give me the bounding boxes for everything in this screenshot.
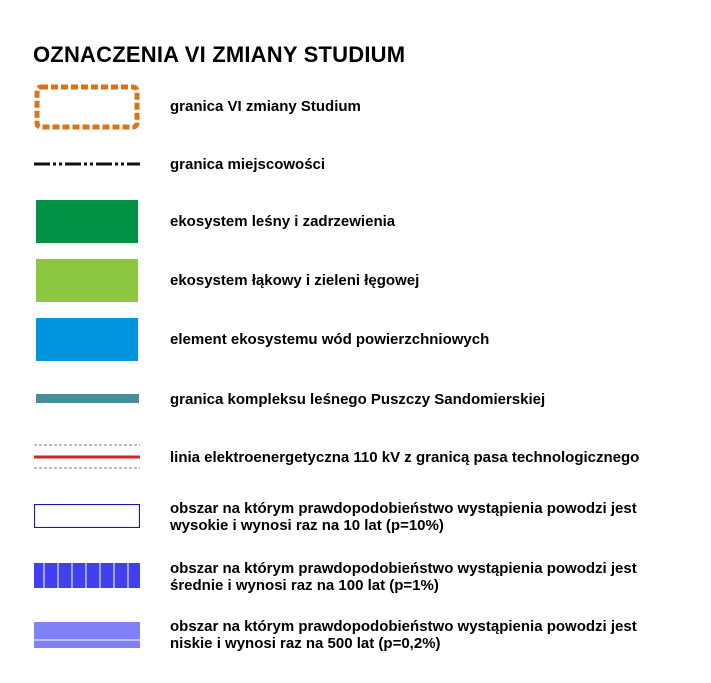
legend-label: element ekosystemu wód powierzchniowych [170,331,490,348]
legend-item-flood-low [0,618,711,654]
flood-low-symbol [34,622,140,648]
locality-boundary-symbol [34,155,140,175]
legend-item-forest-ecosystem [0,200,711,244]
legend-label: granica VI zmiany Studium [170,98,361,115]
legend-label-line1: obszar na którym prawdopodobieństwo wystąpienia powodzi jest [170,618,637,635]
meadow-ecosystem-swatch [36,259,138,302]
legend-title: OZNACZENIA VI ZMIANY STUDIUM [33,42,406,67]
surface-water-swatch [36,318,138,361]
flood-high-symbol [34,504,140,528]
legend-item-study-boundary [0,84,711,130]
legend-item-forest-complex-boundary [0,388,711,410]
legend-item-flood-high [0,500,711,536]
legend-item-power-line [0,442,711,472]
legend-label-line2: niskie i wynosi raz na 500 lat (p=0,2%) [170,635,441,652]
flood-medium-symbol [34,563,140,588]
forest-complex-boundary-symbol [36,394,139,403]
study-boundary-symbol [34,84,140,130]
legend-item-surface-water [0,318,711,362]
legend-label [170,500,637,534]
power-line-symbol [34,442,140,472]
legend-label [170,560,637,594]
legend-label: ekosystem łąkowy i zieleni łęgowej [170,272,420,289]
legend-label-line2: średnie i wynosi raz na 100 lat (p=1%) [170,577,439,594]
legend-item-locality-boundary [0,155,711,175]
legend-label-line1: obszar na którym prawdopodobieństwo wystąpienia powodzi jest [170,560,637,577]
legend-label: granica miejscowości [170,156,326,173]
legend-label: linia elektroenergetyczna 110 kV z granicą pasa technologicznego [170,449,640,466]
legend-label-line1: obszar na którym prawdopodobieństwo wystąpienia powodzi jest [170,500,637,517]
legend-item-meadow-ecosystem [0,259,711,303]
legend-label: granica kompleksu leśnego Puszczy Sandomierskiej [170,391,546,408]
legend-item-flood-medium [0,560,711,596]
legend-label: ekosystem leśny i zadrzewienia [170,213,396,230]
legend-label [170,618,637,652]
forest-ecosystem-swatch [36,200,138,243]
legend-label-line2: wysokie i wynosi raz na 10 lat (p=10%) [170,517,444,534]
